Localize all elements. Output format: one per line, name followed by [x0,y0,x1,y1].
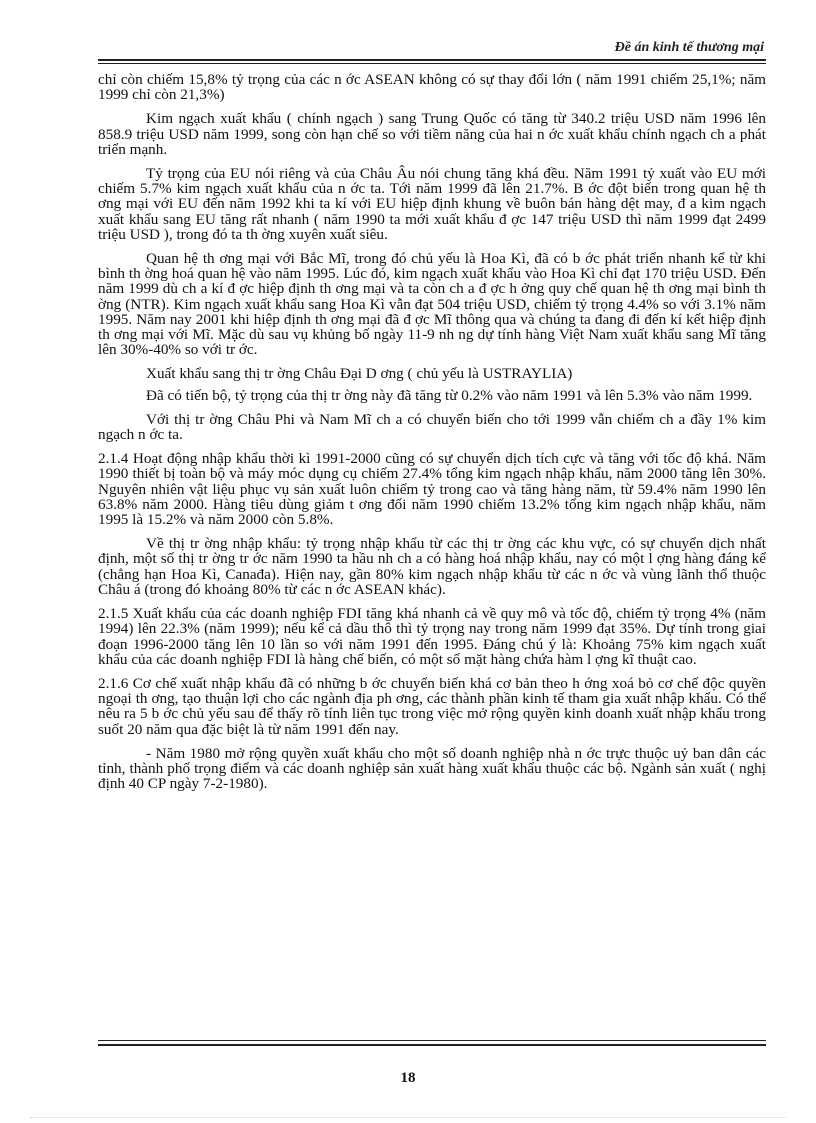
paragraph-2-1-4-imports: 2.1.4 Hoạt động nhập khẩu thời kì 1991-2000 cũng có sự chuyển dịch tích cực và tăng với tốc độ khá. Năm 1990 thiết bị toàn bộ và máy móc dụng cụ chiếm 27.4% tổng kim ngạch nhập khẩu, năm 2000 tăng lên 30%. Nguyên nhiên vật liệu phục vụ sản xuất luôn chiếm tỷ trong cao và tăng hàng năm, từ 59.4% năm 1990 lên 63.8% năm 2000. Hàng tiêu dùng giảm t ơng đối năm 1990 chiếm 13.2% tổng kim ngạch nhập khẩu, năm 1995 là 15.2% và năm 2000 còn 5.8%. [98,450,766,529]
header-rule-thin [98,63,766,64]
header-title: Đề án kinh tế thương mại [614,40,764,55]
paragraph-china-exports: Kim ngạch xuất khẩu ( chính ngạch ) sang Trung Quốc có tăng từ 340.2 triệu USD năm 1996 lên 858.9 triệu USD năm 1999, song còn hạn chế so với tiềm năng của hai n ớc xuất khẩu chính ngạch ch a phát triển mạnh. [98,110,766,158]
body-text [98,72,766,800]
page-number: 18 [400,1070,416,1086]
paragraph-import-markets: Về thị tr ờng nhập khẩu: tỷ trọng nhập khẩu từ các thị tr ờng các khu vực, có sự chuyển dịch nhất định, một số thị tr ờng tr ớc năm 1990 ta hầu nh ch a có hàng hoá nhập khẩu, nay có một l ợng hàng đáng kể (chẳng hạn Hoa Kì, Canađa). Hiện nay, gần 80% kim ngạch nhập khẩu từ các n ớc và vùng lãnh thổ thuộc Châu á (trong đó khoảng 80% từ các n ớc ASEAN khác). [98,535,766,598]
header-rule [98,59,766,61]
footer-rule [98,1044,766,1046]
paragraph-1980-rights: - Năm 1980 mở rộng quyền xuất khẩu cho một số doanh nghiệp nhà n ớc trực thuộc uỷ ban dân các tỉnh, thành phố trọng điểm và các doanh nghiệp sản xuất hàng xuất khẩu thuộc các bộ. Ngành sản xuất ( nghị định 40 CP ngày 7-2-1980). [98,744,766,793]
paragraph-oceania-heading: Xuất khẩu sang thị tr ờng Châu Đại D ơng ( chủ yếu là USTRAYLIA) [146,365,573,383]
footer-rule-thin [98,1040,766,1041]
paragraph-africa-south-america: Với thị tr ờng Châu Phi và Nam Mĩ ch a có chuyển biến cho tới 1999 vẫn chiếm ch a đầy 1% kim ngạch n ớc ta. [98,410,766,444]
paragraph-2-1-6-mechanism: 2.1.6 Cơ chế xuất nhập khẩu đã có những b ớc chuyển biến khá cơ bản theo h ớng xoá bỏ cơ chế độc quyền ngoại th ơng, tạo thuận lợi cho các ngành địa ph ơng, các thành phần kinh tế tham gia xuất nhập khẩu. Có thể nêu ra 5 b ớc chủ yếu sau để thấy rõ tính liên tục trong việc mở rộng quyền kinh doanh xuất nhập khẩu trong suốt 20 năm qua đặc biệt là từ năm 1991 đến nay. [98,674,766,738]
paragraph-oceania-progress: Đã có tiến bộ, tỷ trọng của thị tr ờng này đã tăng từ 0.2% vào năm 1991 và lên 5.3% vào năm 1999. [146,386,753,404]
paragraph-asean-share: chỉ còn chiếm 15,8% tỷ trọng của các n ớc ASEAN không có sự thay đổi lớn ( năm 1991 chiếm 25,1%; năm 1999 chỉ còn 21,3%) [98,71,766,104]
paragraph-2-1-5-fdi: 2.1.5 Xuất khẩu của các doanh nghiệp FDI tăng khá nhanh cả về quy mô và tốc độ, chiếm tỷ trọng 4% (năm 1994) lên 22.3% (năm 1999); nếu kể cả dầu thô thì tỷ trọng nay trong năm 1999 đạt 35%. Dự tính trong giai đoạn 1996-2000 tăng lên 10 lần so với năm 1991 đến 1995. Đáng chú ý là: Khoảng 75% kim ngạch xuất khẩu của các doanh nghiệp FDI là hàng chế biến, có một số mặt hàng chứa hàm l ợng kĩ thuật cao. [98,605,766,668]
paragraph-north-america: Quan hệ th ơng mại với Bắc Mĩ, trong đó chủ yếu là Hoa Kì, đã có b ớc phát triển nhanh kể từ khi bình th ờng hoá quan hệ vào năm 1995. Lúc đó, kim ngạch xuất khẩu vào Hoa Kì chỉ đạt 170 triệu USD. Đến năm 1999 dù ch a kí đ ợc hiệp định th ơng mại và ta còn ch a đ ợc h ởng quy chế quan hệ th ơng mại bình th ờng (NTR). Kim ngạch xuất khẩu sang Hoa Kì vẫn đạt 504 triệu USD, chiếm tỷ trọng 4.4% so với 3.1% năm 1995. Năm nay 2001 khi hiệp định th ơng mại đã đ ợc Mĩ thông qua và chúng ta đang đi đến kí kết hiệp định th ơng mại với Mĩ. Mặc dù sau vụ khủng bố ngày 11-9 nh ng dự tính hàng Việt Nam xuất khẩu sang Mĩ tăng lên 30%-40% so với tr ớc. [98,250,766,359]
bottom-dotted-line [30,1117,786,1118]
paragraph-eu-share: Tỷ trọng của EU nói riêng và của Châu Âu nói chung tăng khá đều. Năm 1991 tỷ xuất vào EU mới chiếm 5.7% kim ngạch xuất khẩu của n ớc ta. Tới năm 1999 đã lên 21.7%. B ớc đột biến trong quan hệ th ơng mại với EU đến năm 1992 khi ta kí với EU hiệp định khung về buôn bán hàng dệt may, đ a kim ngạch xuất khẩu sang EU tăng rất nhanh ( năm 1990 ta mới xuất khẩu đ ợc 147 triệu USD thì năm 1999 đạt 2499 triệu USD ), trong đó ta th ờng xuyên xuất siêu. [98,165,766,243]
